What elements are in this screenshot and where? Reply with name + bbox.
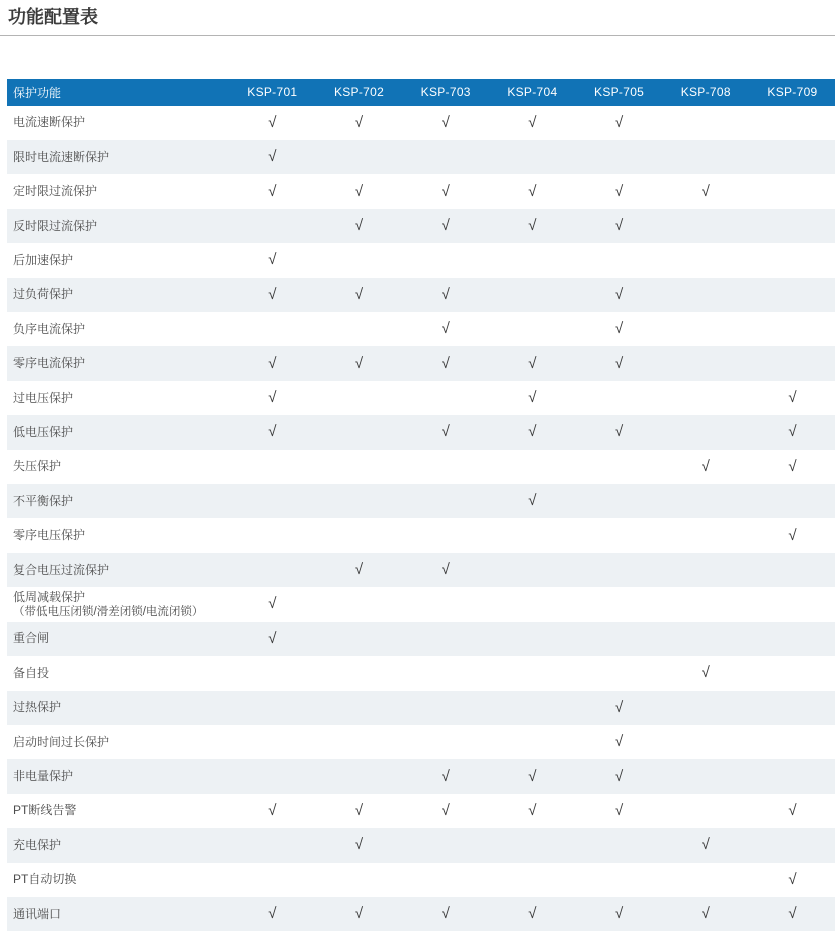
column-header-ksp-709: KSP-709: [767, 85, 818, 100]
check-cell: [316, 286, 403, 304]
check-cell: [489, 355, 576, 373]
check-icon: √: [614, 320, 624, 338]
row-label: [7, 666, 229, 681]
check-cell: [489, 492, 576, 510]
check-icon: √: [788, 526, 797, 544]
check-cell: [749, 905, 835, 923]
check-icon: √: [441, 423, 450, 441]
check-cell: [229, 251, 316, 269]
check-cell: [576, 423, 663, 441]
table-row: [7, 312, 835, 346]
check-cell: [229, 595, 316, 613]
check-cell: [229, 389, 316, 407]
check-cell: [662, 664, 749, 682]
table-row: [7, 484, 835, 518]
check-icon: √: [441, 767, 450, 785]
check-icon: √: [614, 905, 624, 923]
check-cell: [749, 871, 835, 889]
check-icon: √: [268, 113, 277, 131]
check-icon: √: [614, 733, 624, 751]
row-label: [7, 322, 229, 337]
row-label: [7, 219, 229, 234]
table-row: [7, 381, 835, 415]
row-label: [7, 115, 229, 130]
check-cell: [402, 802, 489, 820]
check-cell: [229, 114, 316, 132]
check-icon: √: [354, 905, 364, 923]
column-header-ksp-701: KSP-701: [247, 85, 298, 100]
row-label-text: 不平衡保护: [13, 493, 74, 508]
check-cell: [749, 458, 835, 476]
check-icon: √: [268, 423, 277, 441]
table-body: [7, 106, 835, 932]
check-cell: [402, 423, 489, 441]
check-cell: [662, 836, 749, 854]
row-label-text: 零序电压保护: [13, 528, 86, 543]
check-cell: [749, 423, 835, 441]
column-header-ksp-702: KSP-702: [333, 85, 385, 100]
table-row: [7, 278, 835, 312]
table-row: [7, 622, 835, 656]
row-label: [7, 735, 229, 750]
check-icon: √: [268, 629, 277, 647]
check-cell: [662, 183, 749, 201]
table-row: [7, 450, 835, 484]
header-protection-function: 保护功能: [13, 85, 62, 100]
check-cell: [402, 320, 489, 338]
check-icon: √: [268, 285, 277, 303]
table-row: [7, 553, 835, 587]
check-cell: [576, 733, 663, 751]
check-icon: √: [788, 423, 797, 441]
check-cell: [316, 217, 403, 235]
table-row: [7, 587, 835, 621]
check-cell: [402, 768, 489, 786]
check-cell: [316, 183, 403, 201]
table-row: [7, 691, 835, 725]
check-icon: √: [788, 870, 797, 888]
column-header-ksp-705: KSP-705: [594, 85, 645, 100]
row-label: [7, 184, 229, 199]
row-label-text: 零序电流保护: [13, 356, 86, 371]
check-icon: √: [788, 457, 797, 475]
check-icon: √: [441, 801, 450, 819]
row-label-text: 备自投: [13, 665, 50, 680]
check-cell: [316, 114, 403, 132]
check-icon: √: [441, 354, 450, 372]
check-cell: [489, 768, 576, 786]
check-cell: [489, 183, 576, 201]
check-cell: [402, 905, 489, 923]
check-icon: √: [354, 285, 364, 303]
check-cell: [402, 183, 489, 201]
check-cell: [662, 458, 749, 476]
check-icon: √: [528, 389, 537, 407]
column-header-ksp-704: KSP-704: [507, 85, 558, 100]
table-row: [7, 174, 835, 208]
row-label: [7, 356, 229, 371]
row-label-text: 复合电压过流保护: [13, 562, 110, 577]
row-label-text: 过电压保护: [13, 390, 74, 405]
table-row: [7, 140, 835, 174]
row-label-text: 重合闸: [13, 631, 50, 646]
row-label: [7, 150, 229, 165]
table-row: [7, 759, 835, 793]
check-icon: √: [441, 905, 450, 923]
check-cell: [229, 183, 316, 201]
check-cell: [316, 355, 403, 373]
check-icon: √: [701, 182, 710, 200]
row-label-text: 非电量保护: [13, 769, 74, 784]
table-row: [7, 794, 835, 828]
check-icon: √: [528, 182, 537, 200]
check-cell: [576, 320, 663, 338]
check-cell: [489, 114, 576, 132]
check-icon: √: [528, 492, 537, 510]
row-label: [7, 838, 229, 853]
row-label-text: 负序电流保护: [13, 321, 86, 336]
row-label-text: PT断线告警: [13, 803, 77, 818]
check-cell: [749, 802, 835, 820]
row-label-text: PT自动切换: [13, 872, 77, 887]
check-cell: [576, 183, 663, 201]
check-cell: [402, 114, 489, 132]
check-cell: [489, 802, 576, 820]
check-cell: [229, 148, 316, 166]
check-cell: [576, 286, 663, 304]
check-icon: √: [528, 113, 537, 131]
check-cell: [402, 286, 489, 304]
table-row: [7, 828, 835, 862]
row-label: [7, 907, 229, 922]
table-row: [7, 725, 835, 759]
row-label: [7, 459, 229, 474]
check-icon: √: [441, 113, 450, 131]
check-icon: √: [268, 801, 277, 819]
row-label: [7, 391, 229, 406]
check-icon: √: [788, 905, 797, 923]
check-icon: √: [268, 595, 277, 613]
check-icon: √: [354, 561, 364, 579]
check-icon: √: [701, 664, 710, 682]
check-icon: √: [268, 389, 277, 407]
row-label: [7, 528, 229, 543]
check-cell: [576, 217, 663, 235]
check-cell: [229, 630, 316, 648]
check-icon: √: [614, 113, 624, 131]
column-header-ksp-708: KSP-708: [680, 85, 731, 100]
check-icon: √: [441, 285, 450, 303]
check-cell: [316, 802, 403, 820]
check-cell: [662, 905, 749, 923]
check-icon: √: [528, 217, 537, 235]
check-cell: [576, 905, 663, 923]
row-label: [7, 425, 229, 440]
row-label: [7, 700, 229, 715]
row-label-text: 电流速断保护: [13, 115, 86, 130]
check-icon: √: [528, 354, 537, 372]
check-icon: √: [354, 354, 364, 372]
title-divider: [0, 35, 835, 36]
check-cell: [576, 802, 663, 820]
check-icon: √: [354, 182, 364, 200]
check-icon: √: [528, 767, 537, 785]
check-cell: [576, 768, 663, 786]
row-label: [7, 494, 229, 509]
column-header-ksp-703: KSP-703: [420, 85, 471, 100]
row-label: [7, 631, 229, 646]
check-cell: [402, 355, 489, 373]
check-icon: √: [354, 801, 364, 819]
row-label-text: 反时限过流保护: [13, 218, 98, 233]
check-icon: √: [354, 113, 364, 131]
check-cell: [749, 389, 835, 407]
row-label-text: 充电保护: [13, 837, 62, 852]
table-row: [7, 897, 835, 931]
check-icon: √: [354, 836, 364, 854]
check-icon: √: [614, 354, 624, 372]
page-title: 功能配置表: [8, 7, 98, 27]
check-icon: √: [614, 801, 624, 819]
check-icon: √: [528, 905, 537, 923]
check-icon: √: [268, 148, 277, 166]
check-icon: √: [268, 354, 277, 372]
row-label: [7, 769, 229, 784]
row-label: [7, 590, 229, 619]
check-icon: √: [441, 217, 450, 235]
check-cell: [229, 802, 316, 820]
check-icon: √: [614, 182, 624, 200]
check-icon: √: [701, 457, 710, 475]
check-cell: [576, 114, 663, 132]
check-icon: √: [354, 217, 364, 235]
check-icon: √: [701, 905, 710, 923]
check-cell: [749, 527, 835, 545]
table-row: [7, 656, 835, 690]
check-cell: [489, 217, 576, 235]
table-row: [7, 518, 835, 552]
row-label: [7, 872, 229, 887]
check-cell: [489, 423, 576, 441]
check-cell: [316, 561, 403, 579]
check-cell: [229, 905, 316, 923]
row-label-text: 低电压保护: [13, 424, 74, 439]
check-icon: √: [614, 285, 624, 303]
check-icon: √: [614, 423, 624, 441]
check-icon: √: [788, 389, 797, 407]
row-label-text: 过负荷保护: [13, 287, 74, 302]
table-row: [7, 346, 835, 380]
check-icon: √: [614, 217, 624, 235]
row-label-text: 失压保护: [13, 459, 62, 474]
check-cell: [576, 699, 663, 717]
check-icon: √: [614, 767, 624, 785]
check-cell: [402, 561, 489, 579]
table-row: [7, 106, 835, 140]
check-icon: √: [701, 836, 710, 854]
check-cell: [576, 355, 663, 373]
table-row: [7, 415, 835, 449]
check-icon: √: [528, 423, 537, 441]
check-icon: √: [528, 801, 537, 819]
row-label-text: 限时电流速断保护: [13, 149, 110, 164]
function-config-table: [7, 79, 835, 932]
row-label-text: 过热保护: [13, 700, 62, 715]
check-icon: √: [268, 905, 277, 923]
check-cell: [316, 905, 403, 923]
row-label-text: 后加速保护: [13, 252, 74, 267]
row-label: [7, 253, 229, 268]
row-label: [7, 287, 229, 302]
check-cell: [316, 836, 403, 854]
check-icon: √: [441, 182, 450, 200]
row-label: [7, 563, 229, 578]
table-row: [7, 243, 835, 277]
row-label-text: 通讯端口: [13, 906, 62, 921]
check-icon: √: [441, 561, 450, 579]
table-row: [7, 209, 835, 243]
check-cell: [402, 217, 489, 235]
check-icon: √: [268, 182, 277, 200]
row-label-text: 低周减载保护: [13, 589, 86, 604]
check-icon: √: [268, 251, 277, 269]
check-cell: [229, 423, 316, 441]
check-icon: √: [788, 801, 797, 819]
check-icon: √: [614, 698, 624, 716]
check-cell: [489, 389, 576, 407]
row-label: [7, 803, 229, 818]
check-cell: [489, 905, 576, 923]
table-row: [7, 863, 835, 897]
table-header-row: [7, 79, 835, 106]
check-icon: √: [441, 320, 450, 338]
check-cell: [229, 355, 316, 373]
check-cell: [229, 286, 316, 304]
row-sublabel-text: （带低电压闭锁/滑差闭锁/电流闭锁）: [13, 605, 204, 618]
row-label-text: 启动时间过长保护: [13, 734, 110, 749]
row-label-text: 定时限过流保护: [13, 184, 98, 199]
